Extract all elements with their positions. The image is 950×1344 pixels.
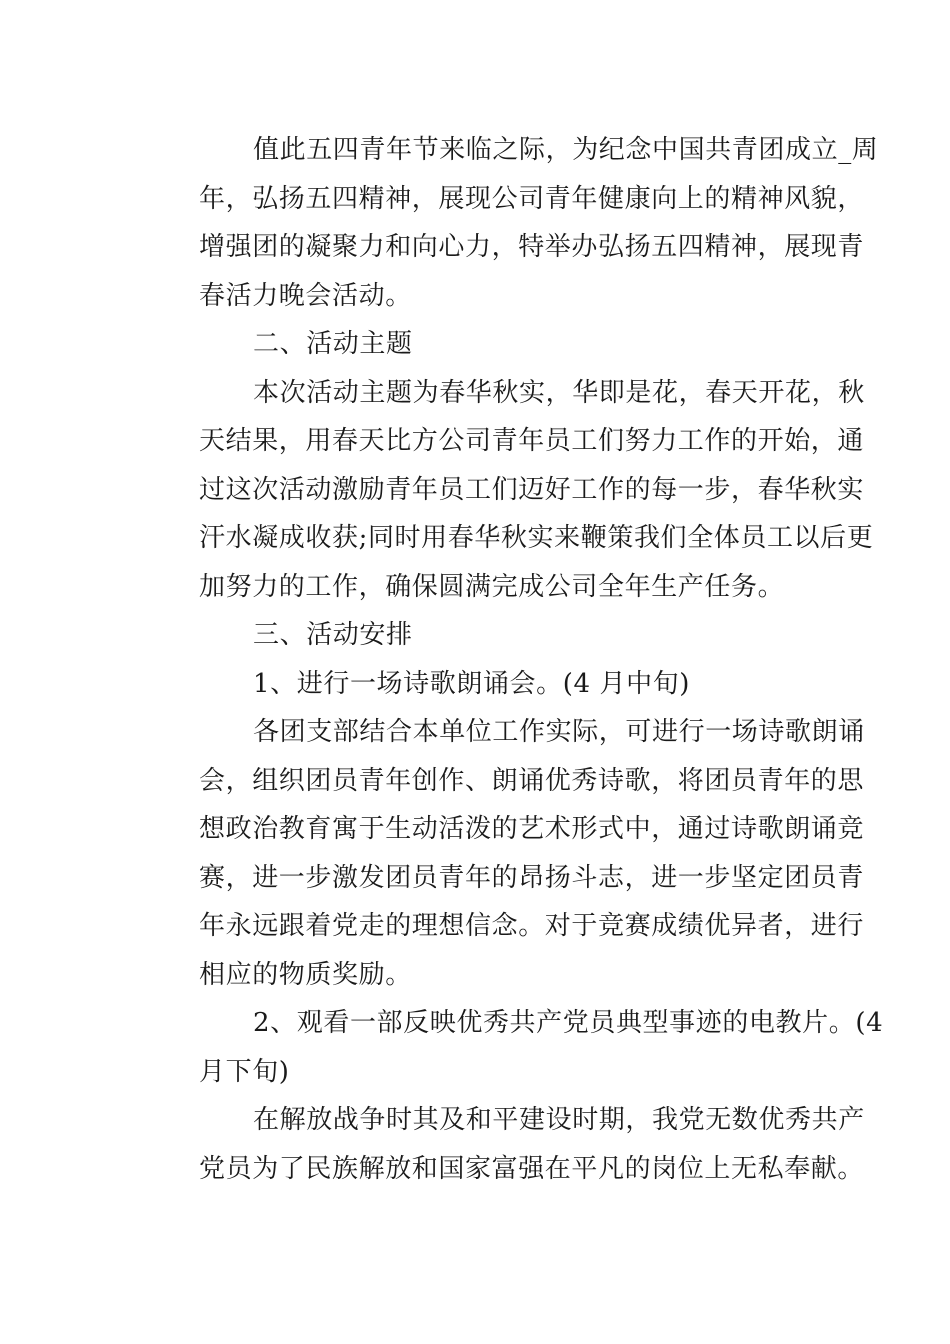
text-line: 月下旬) [199, 1056, 290, 1087]
text-line: 年永远跟着党走的理想信念。对于竞赛成绩优异者，进行 [199, 911, 865, 941]
document-body [145, 126, 884, 1193]
film-paragraph [145, 1096, 865, 1193]
theme-paragraph [145, 369, 874, 612]
text-line: 相应的物质奖励。 [199, 959, 412, 990]
item-heading-poetry [145, 660, 809, 709]
text-line: 过这次活动激励青年员工们迈好工作的每一步，春华秋实 [199, 474, 865, 505]
text-line: 想政治教育寓于生动活泼的艺术形式中，通过诗歌朗诵竞 [199, 814, 865, 844]
text-line: 天结果，用春天比方公司青年员工们努力工作的开始，通 [199, 426, 865, 456]
section-heading-arrangement [145, 611, 809, 660]
poetry-paragraph [145, 708, 865, 999]
text-line: 汗水凝成收获;同时用春华秋实来鞭策我们全体员工以后更 [199, 523, 874, 553]
text-line: 2、观看一部反映优秀共产党员典型事迹的电教片。(4 [253, 1008, 884, 1038]
text-line: 赛，进一步激发团员青年的昂扬斗志，进一步坚定团员青 [199, 862, 865, 893]
item-heading-film [145, 999, 884, 1096]
text-line: 会，组织团员青年创作、朗诵优秀诗歌，将团员青年的思 [199, 765, 865, 796]
heading-text: 1、进行一场诗歌朗诵会。(4 月中旬) [253, 668, 691, 699]
section-heading-theme [145, 320, 809, 369]
intro-paragraph [145, 126, 879, 320]
text-line: 本次活动主题为春华秋实，华即是花，春天开花，秋 [253, 377, 865, 408]
text-line: 在解放战争时其及和平建设时期，我党无数优秀共产 [253, 1105, 865, 1135]
text-line: 党员为了民族解放和国家富强在平凡的岗位上无私奉献。 [199, 1153, 865, 1184]
text-line: 年，弘扬五四精神，展现公司青年健康向上的精神风貌， [199, 183, 865, 214]
text-line: 值此五四青年节来临之际，为纪念中国共青团成立_周 [253, 135, 879, 165]
text-line: 各团支部结合本单位工作实际，可进行一场诗歌朗诵 [253, 717, 865, 747]
heading-text: 三、活动安排 [253, 620, 413, 650]
text-line: 增强团的凝聚力和向心力，特举办弘扬五四精神，展现青 [199, 232, 865, 262]
text-line: 春活力晚会活动。 [199, 280, 412, 311]
text-line: 加努力的工作，确保圆满完成公司全年生产任务。 [199, 571, 785, 602]
heading-text: 二、活动主题 [253, 329, 413, 359]
